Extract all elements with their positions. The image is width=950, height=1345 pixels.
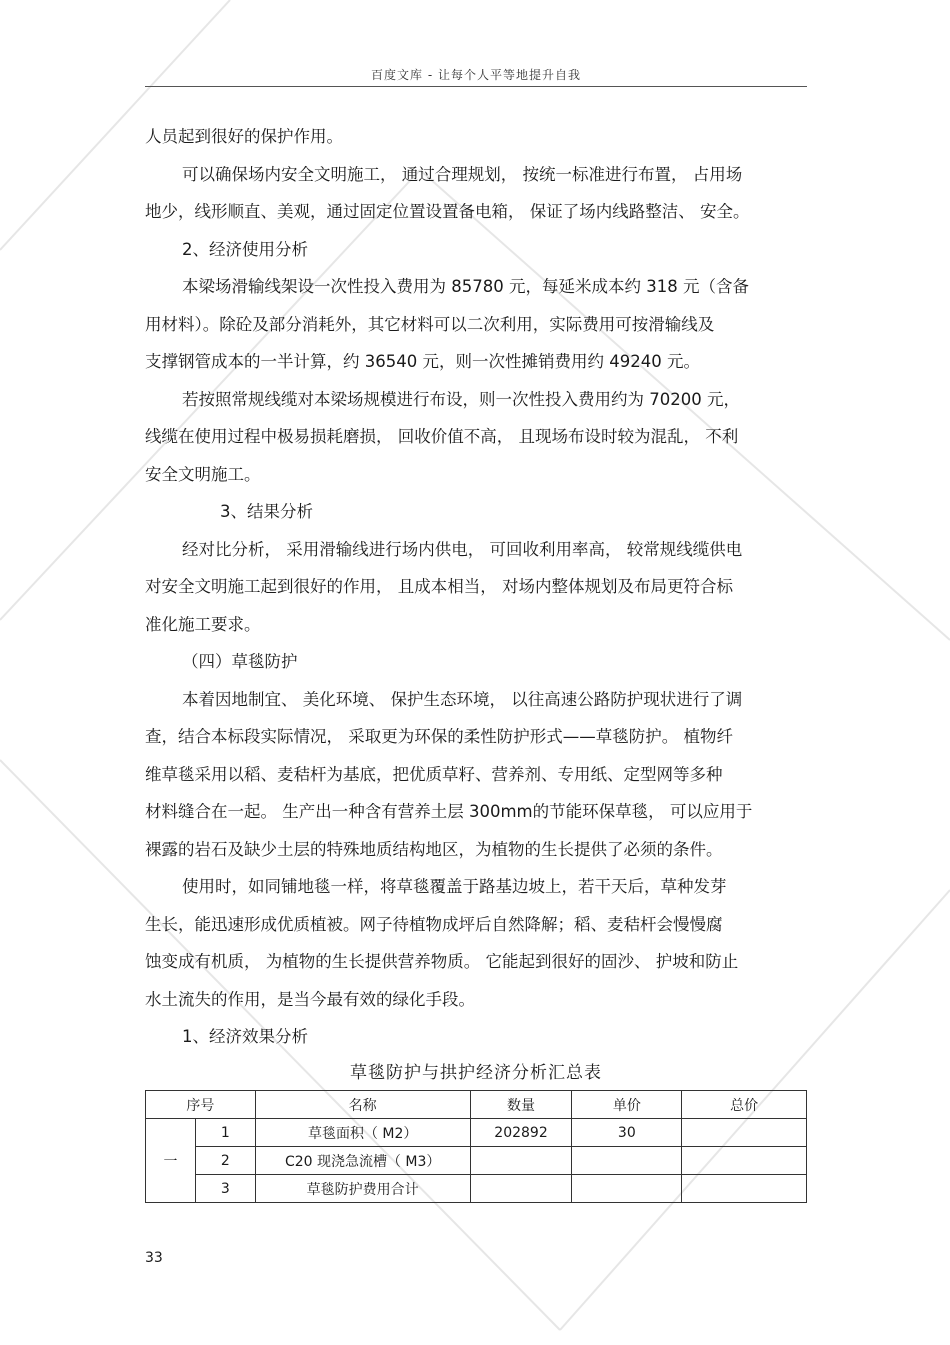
- economic-analysis-table: [145, 1090, 807, 1203]
- name-cell: 草毯面积（ M2）: [255, 1119, 470, 1147]
- unit-price-cell: [572, 1175, 682, 1203]
- paragraph-line: 线缆在使用过程中极易损耗磨损， 回收价值不高， 且现场布设时较为混乱， 不利: [145, 427, 739, 446]
- index-cell: 3: [195, 1175, 255, 1203]
- paragraph-line: 材料缝合在一起。 生产出一种含有营养土层 300mm的节能环保草毯， 可以应用于: [145, 802, 753, 821]
- table-row: [146, 1119, 807, 1147]
- table-title: 草毯防护与拱护经济分析汇总表: [350, 1063, 602, 1083]
- name-cell: 草毯防护费用合计: [255, 1175, 470, 1203]
- paragraph-line: 人员起到很好的保护作用。: [145, 127, 343, 146]
- paragraph-line: 准化施工要求。: [145, 614, 261, 634]
- paragraph-line: 查，结合本标段实际情况， 采取更为环保的柔性防护形式——草毯防护。 植物纤: [145, 727, 733, 746]
- header-divider: [145, 86, 807, 87]
- header-cell-unit-price: 单价: [572, 1091, 682, 1119]
- group-label-cell: 一: [146, 1119, 196, 1203]
- paragraph-line: 支撑钢管成本的一半计算，约 36540 元，则一次性摊销费用约 49240 元。: [145, 352, 700, 371]
- quantity-cell: 202892: [470, 1119, 572, 1147]
- name-cell: C20 现浇急流槽（ M3）: [255, 1147, 470, 1175]
- table-row: [146, 1175, 807, 1203]
- section-heading: 3、结果分析: [220, 502, 313, 521]
- header-cell-total: 总价: [682, 1091, 807, 1119]
- table-header-row: [146, 1091, 807, 1119]
- paragraph-line: 裸露的岩石及缺少土层的特殊地质结构地区，为植物的生长提供了必须的条件。: [145, 839, 723, 859]
- page-number: 33: [145, 1250, 163, 1266]
- paragraph-line: 本梁场滑输线架设一次性投入费用为 85780 元，每延米成本约 318 元（含备: [182, 277, 749, 296]
- header-cell-quantity: 数量: [470, 1091, 572, 1119]
- unit-price-cell: 30: [572, 1119, 682, 1147]
- quantity-cell: [470, 1147, 572, 1175]
- paragraph-line: 可以确保场内安全文明施工， 通过合理规划， 按统一标准进行布置， 占用场: [182, 164, 743, 184]
- unit-price-cell: [572, 1147, 682, 1175]
- index-cell: 1: [195, 1119, 255, 1147]
- section-heading: 1、经济效果分析: [182, 1027, 308, 1046]
- total-cell: [682, 1119, 807, 1147]
- paragraph-line: 蚀变成有机质， 为植物的生长提供营养物质。 它能起到很好的固沙、 护坡和防止: [145, 952, 739, 971]
- index-cell: 2: [195, 1147, 255, 1175]
- paragraph-line: 经对比分析， 采用滑输线进行场内供电， 可回收利用率高， 较常规线缆供电: [182, 539, 743, 559]
- paragraph-line: 用材料）。除砼及部分消耗外，其它材料可以二次利用，实际费用可按滑输线及: [145, 314, 715, 334]
- paragraph-line: 水土流失的作用，是当今最有效的绿化手段。: [145, 989, 475, 1009]
- table-row: [146, 1147, 807, 1175]
- header-cell-index: 序号: [146, 1091, 256, 1119]
- paragraph-line: 使用时，如同铺地毯一样，将草毯覆盖于路基边坡上，若干天后，草种发芽: [182, 877, 727, 896]
- quantity-cell: [470, 1175, 572, 1203]
- section-heading: （四）草毯防护: [182, 652, 298, 671]
- paragraph-line: 若按照常规线缆对本梁场规模进行布设，则一次性投入费用约为 70200 元，: [182, 389, 740, 409]
- paragraph-line: 本着因地制宜、 美化环境、 保护生态环境， 以往高速公路防护现状进行了调: [182, 689, 743, 709]
- section-heading: 2、经济使用分析: [182, 239, 308, 259]
- header-cell-name: 名称: [255, 1091, 470, 1119]
- total-cell: [682, 1175, 807, 1203]
- paragraph-line: 地少，线形顺直、美观，通过固定位置设置备电箱， 保证了场内线路整洁、 安全。: [145, 202, 750, 221]
- page-header: 百度文库 - 让每个人平等地提升自我: [371, 68, 581, 82]
- paragraph-line: 维草毯采用以稻、麦秸杆为基底，把优质草籽、营养剂、专用纸、定型网等多种: [145, 764, 723, 784]
- document-body: [145, 118, 807, 1056]
- total-cell: [682, 1147, 807, 1175]
- paragraph-line: 安全文明施工。: [145, 464, 261, 484]
- paragraph-line: 生长，能迅速形成优质植被。网子待植物成坪后自然降解；稻、麦秸杆会慢慢腐: [145, 914, 723, 934]
- paragraph-line: 对安全文明施工起到很好的作用， 且成本相当， 对场内整体规划及布局更符合标: [145, 577, 733, 596]
